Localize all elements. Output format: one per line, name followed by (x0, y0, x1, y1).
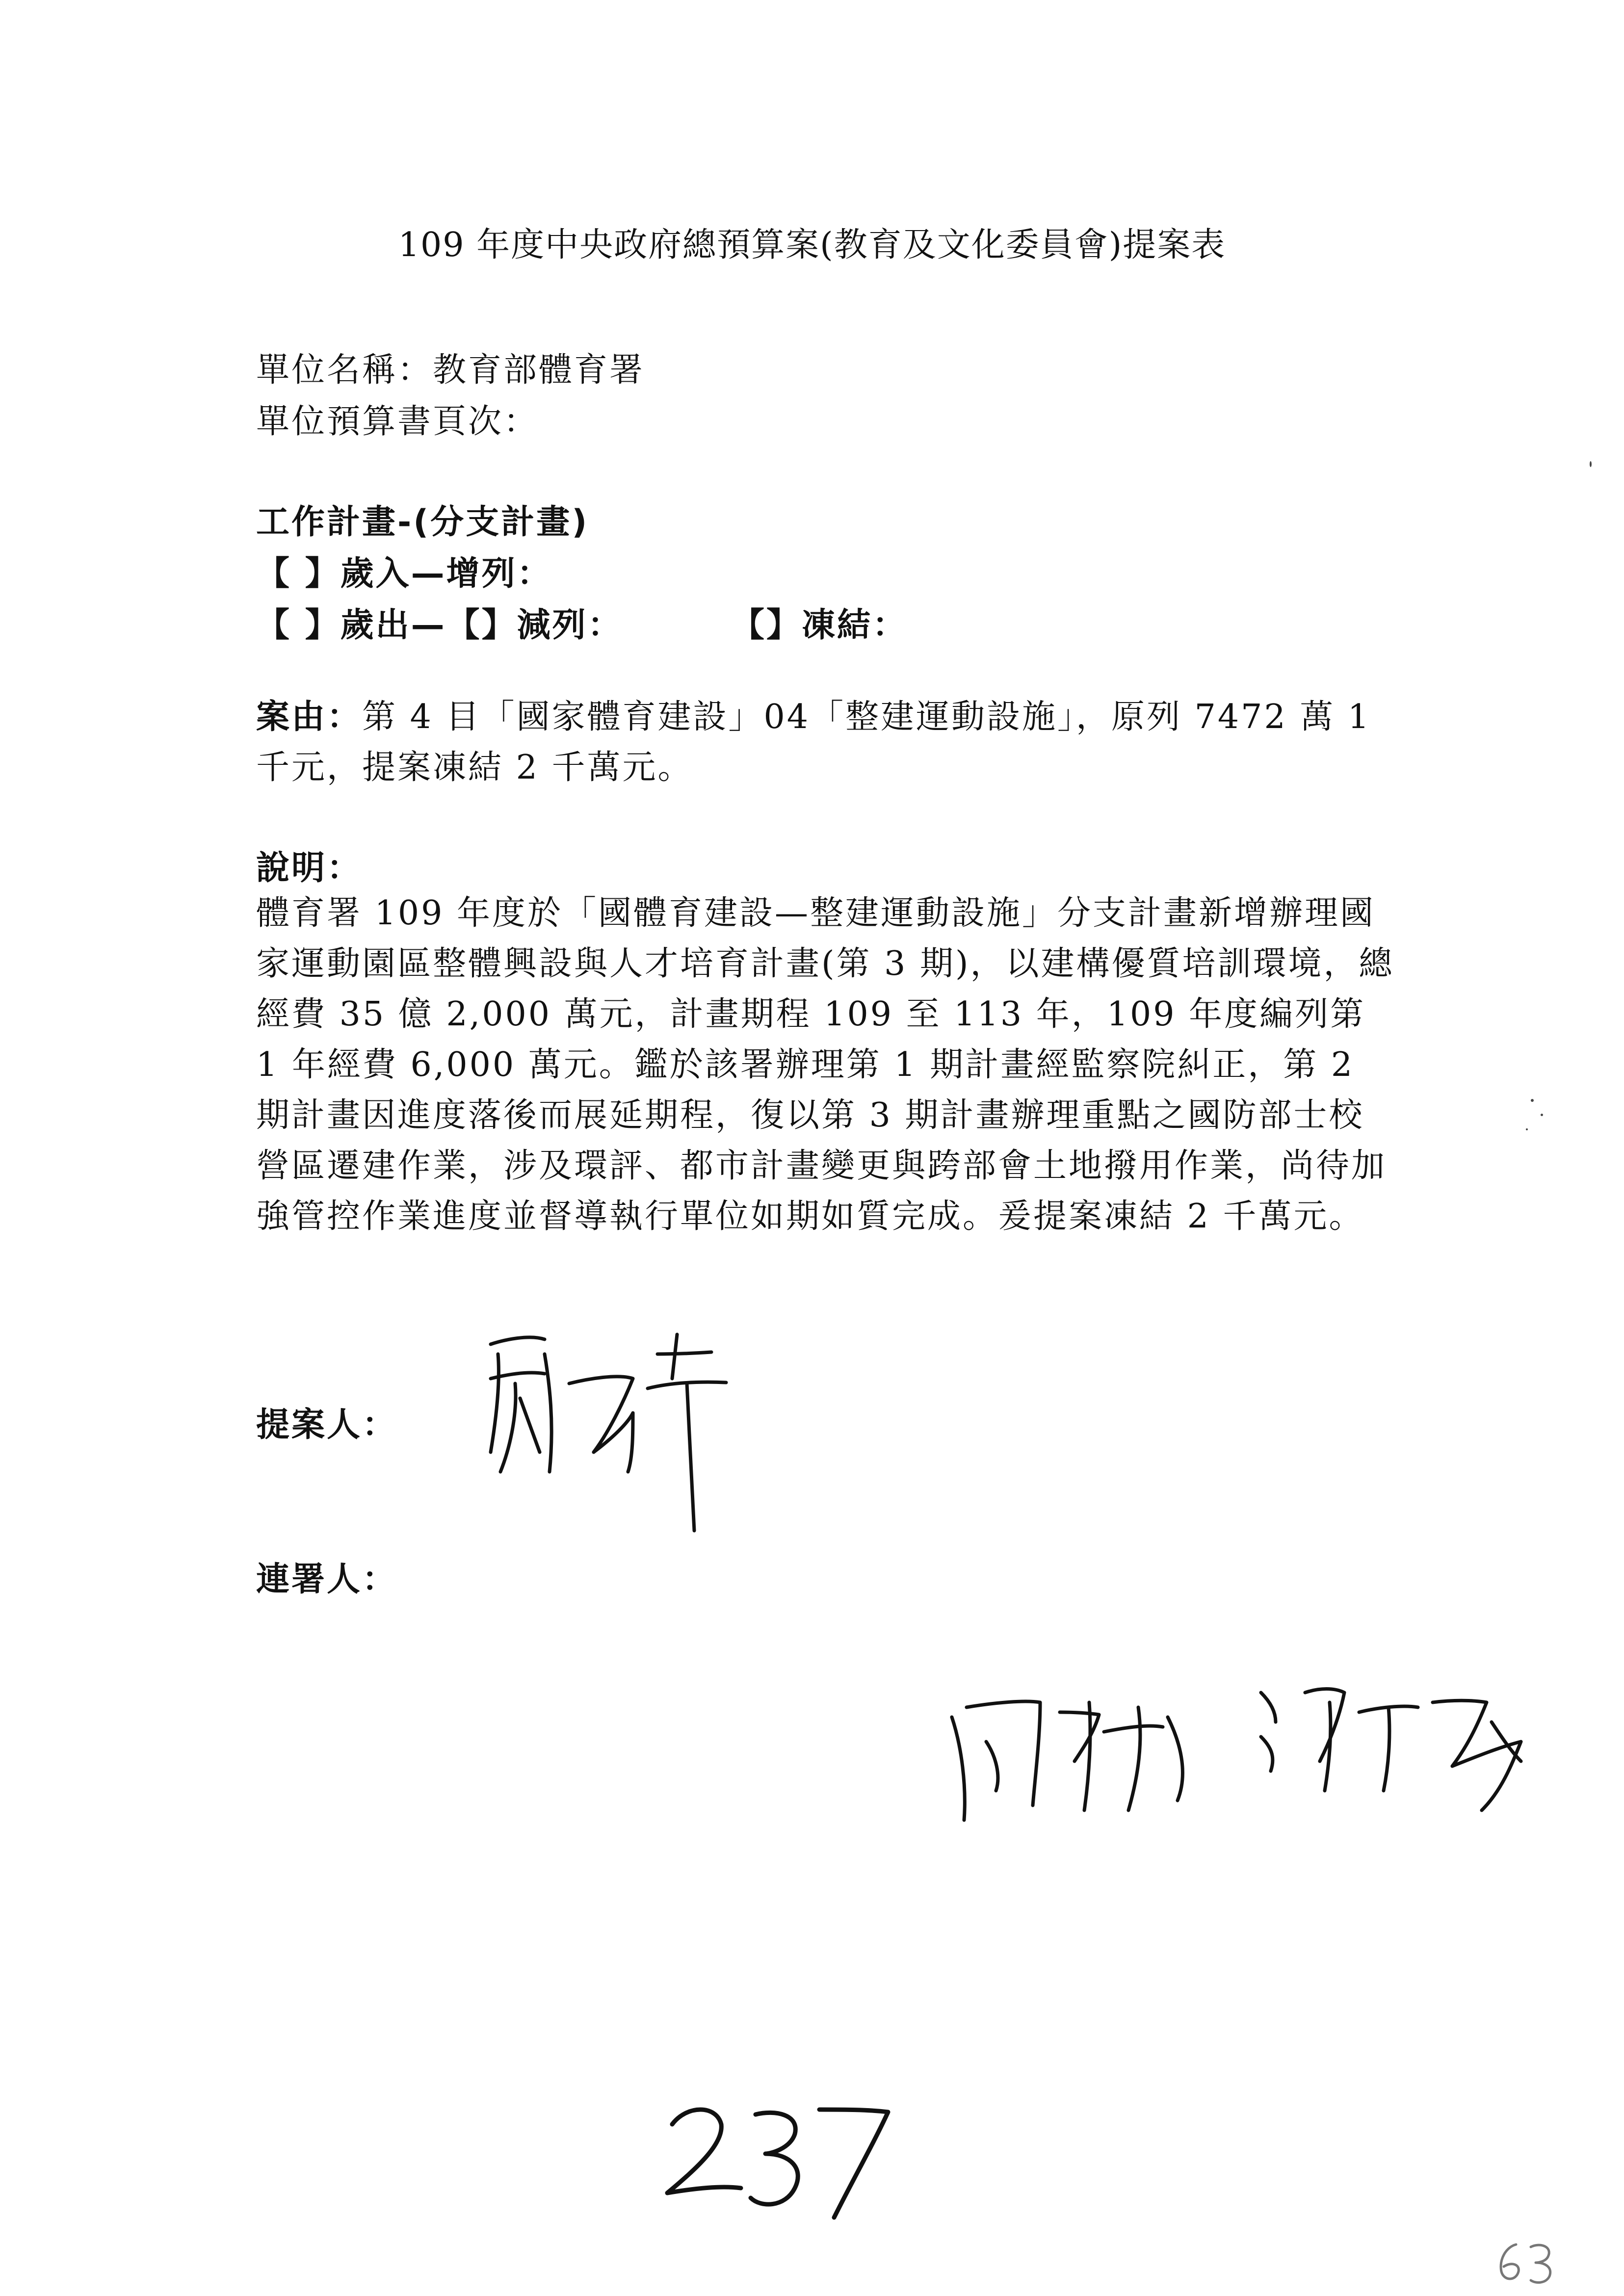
case-label: 案由： (256, 698, 363, 736)
scan-speck (1590, 461, 1592, 467)
scan-speck (1526, 1128, 1528, 1130)
cosigner-label: 連署人： (256, 1560, 398, 1599)
proposer-label: 提案人： (256, 1406, 398, 1444)
scan-speck (1541, 1114, 1543, 1116)
proposer-signature (471, 1325, 746, 1550)
case-paragraph (256, 692, 1394, 793)
explanation-text: 體育署 109 年度於「國體育建設—整建運動設施」分支計畫新增辦理國家運動園區整體興設與人才培育計畫(第 3 期)，以建構優質培訓環境，總經費 35 億 2,000 萬元，計畫期程 109 至 113 年，109 年度編列第 1 年經費 6,000 萬元。鑑於該署辦理第 1 期計畫經監察院糾正，第 2 期計畫因進度落後而展延期程，復以第 3 期計畫辦理重點之國防部士校營區遷建作業，涉及環評、都市計畫變更與跨部會土地撥用作業，尚待加強管控作業進度並督導執行單位如期如質完成。爰提案凍結 2 千萬元。 (256, 894, 1394, 1236)
work-plan-heading: 工作計畫-(分支計畫) (256, 503, 589, 542)
corner-page-number (1492, 2237, 1565, 2286)
unit-name: 單位名稱：教育部體育署 (256, 351, 645, 390)
scan-speck (1531, 1099, 1534, 1102)
document-title: 109 年度中央政府總預算案(教育及文化委員會)提案表 (398, 226, 1226, 264)
expense-decrease-line: 【 】歲出—【】減列： (256, 606, 623, 645)
revenue-increase-line: 【 】歲入—增列： (256, 554, 552, 593)
handwritten-page-number (657, 2090, 903, 2227)
freeze-line: 【】凍結： (731, 606, 908, 645)
cosigner-signature-2 (1246, 1673, 1550, 1820)
budget-page-reference: 單位預算書頁次： (256, 402, 539, 441)
explanation-label: 說明： (256, 849, 363, 887)
cosigner-signature-1 (942, 1678, 1217, 1835)
case-text: 第 4 目「國家體育建設」04「整建運動設施」，原列 7472 萬 1 千元，提案凍結 2 千萬元。 (256, 698, 1371, 787)
